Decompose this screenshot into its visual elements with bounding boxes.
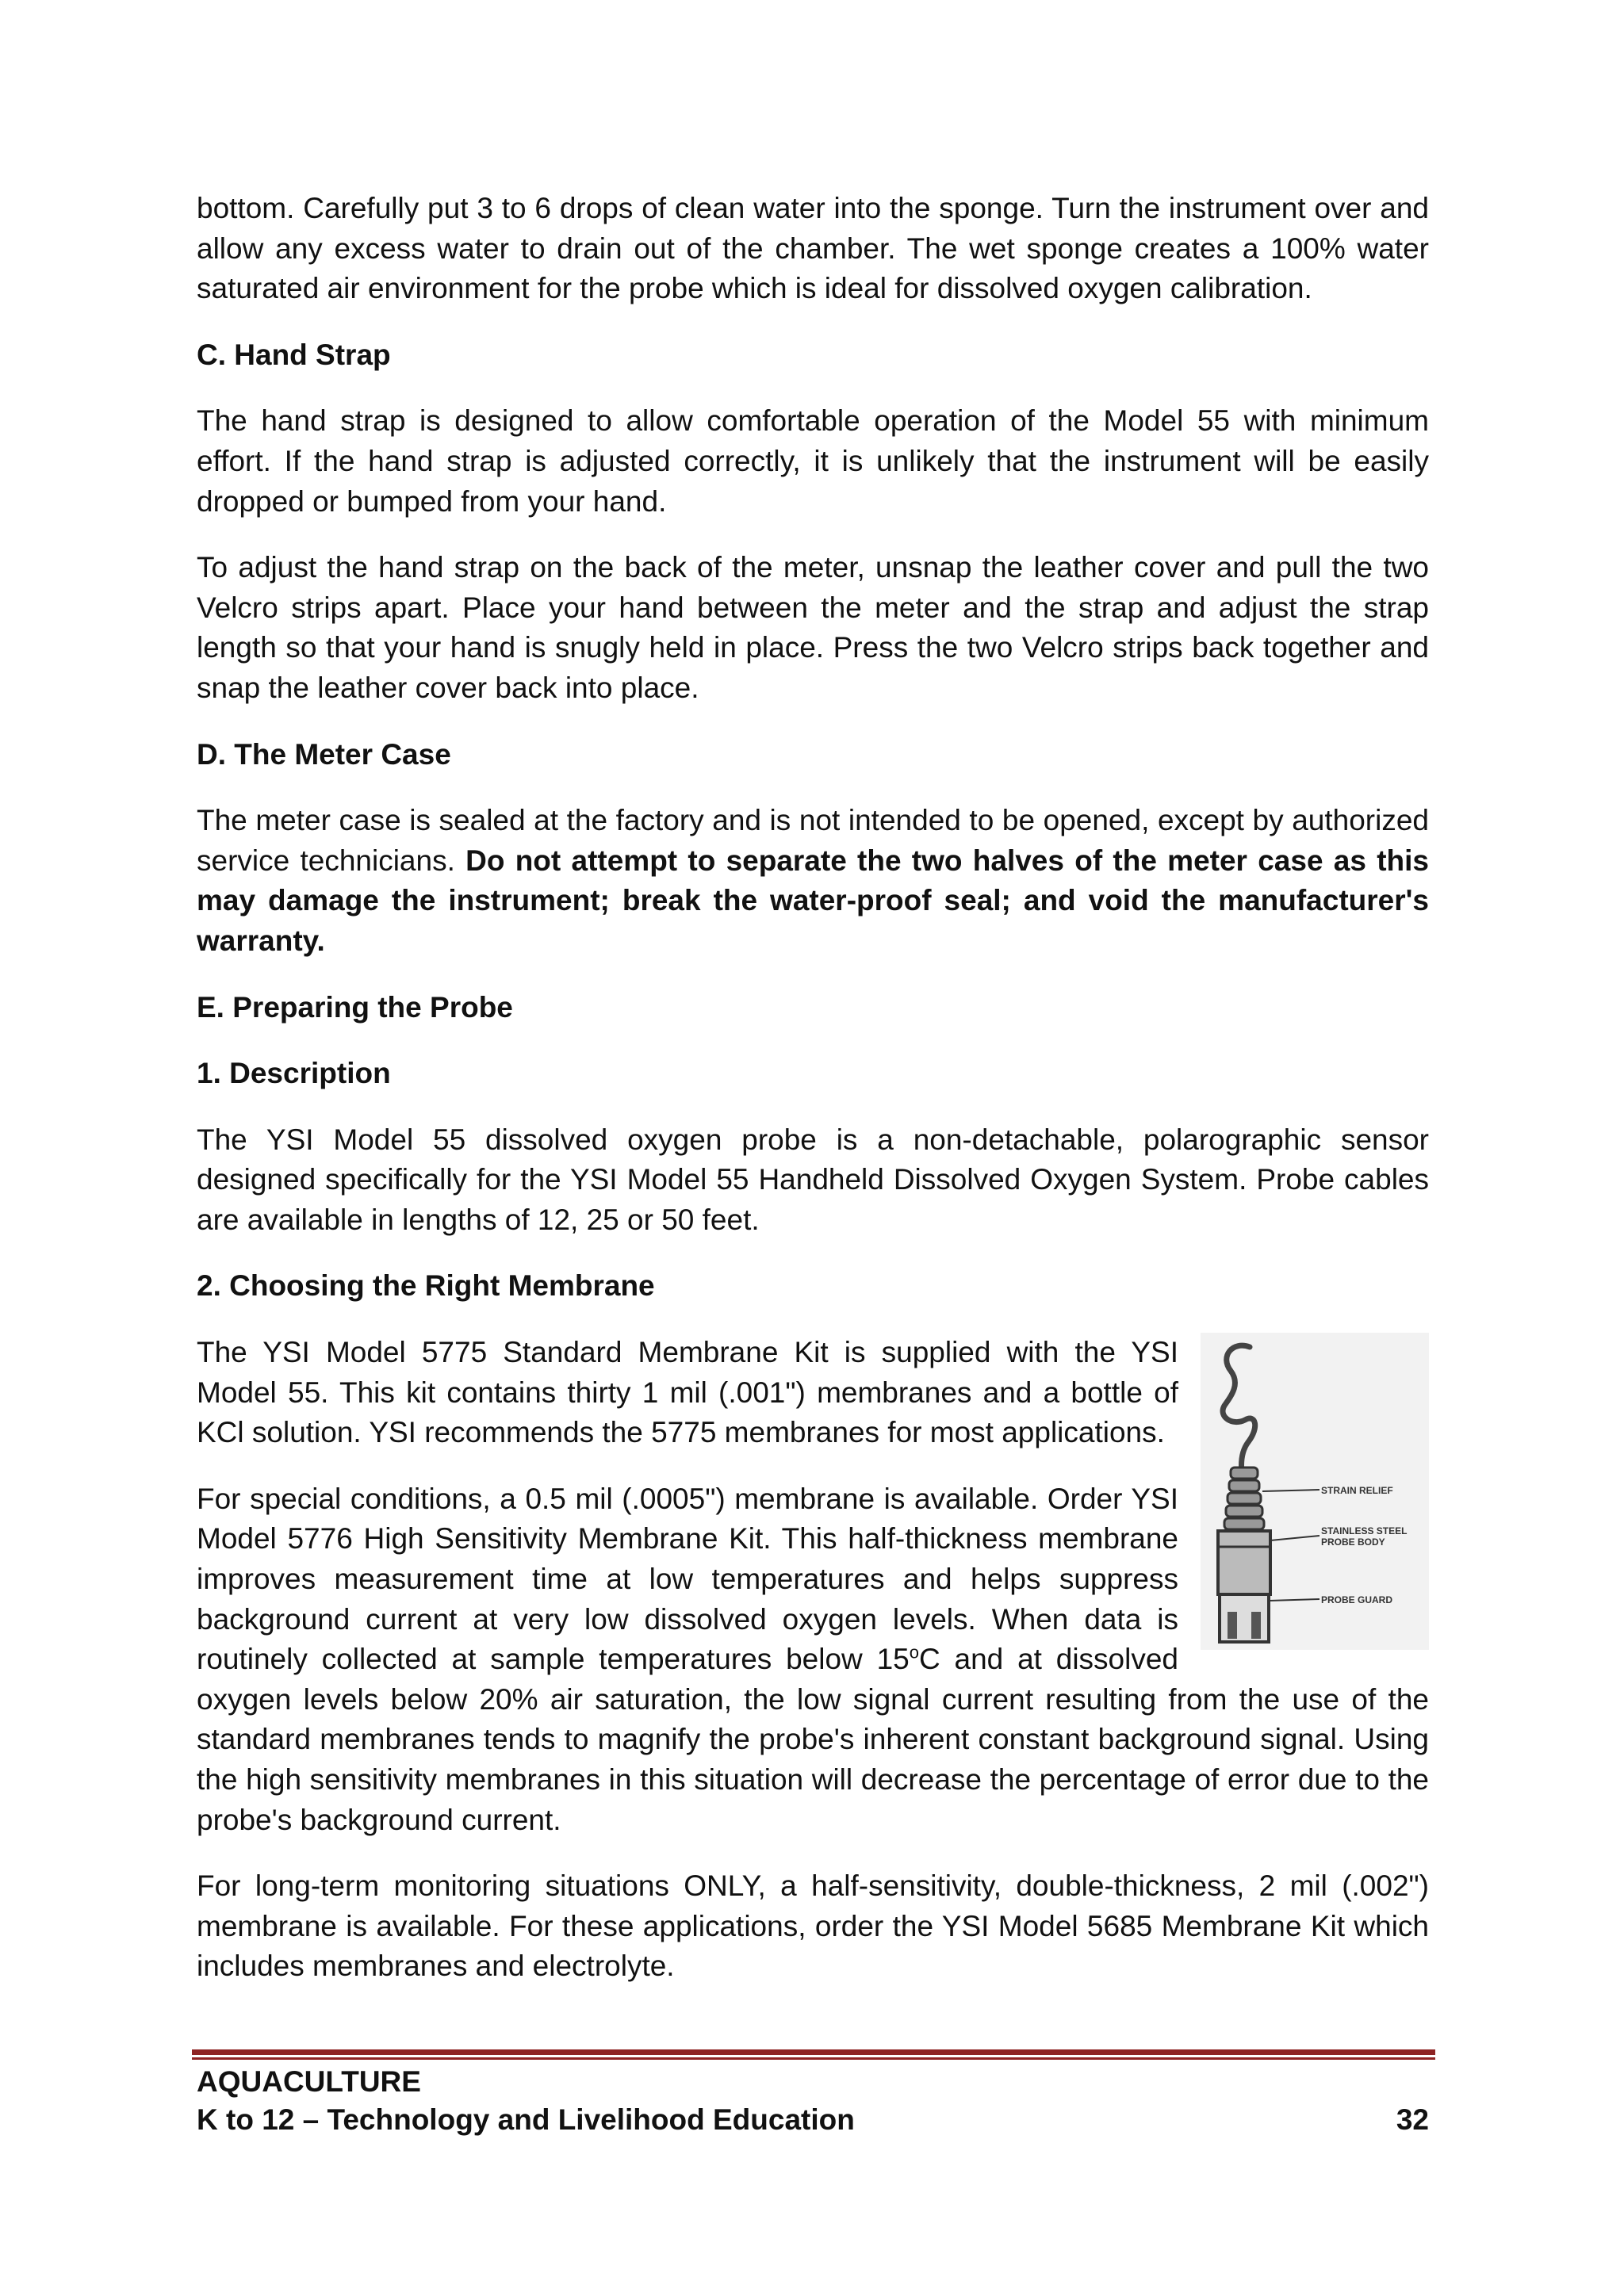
label-probe-body: PROBE BODY xyxy=(1321,1536,1385,1548)
footer-rule-thin xyxy=(192,2057,1435,2060)
probe-illustration xyxy=(1201,1333,1429,1650)
paragraph-hand-strap: The hand strap is designed to allow comfortable operation of the Model 55 with minimum effort. If the hand strap is adjusted correctly, it is unlikely that the instrument will be easily dropped or bumped from your hand. xyxy=(197,404,1429,518)
probe-guard-icon xyxy=(1220,1594,1269,1642)
paragraph-standard-membrane: The YSI Model 5775 Standard Membrane Kit is supplied with the YSI Model 55. This kit contains thirty 1 mil (.001") membranes and a bottle of KCl solution. YSI recommends the 5775 membranes for most applications. xyxy=(197,1336,1178,1449)
high-sensitivity-text-a: For special conditions, a 0.5 mil (.0005") membrane is available. Order YSI Model 5776 High Sensitivity Membrane Kit. This half-thickness membrane improves measurement time at low temperatures and helps suppress background current at very low dissolved oxygen levels. When data is routinely collected at sample temperatures below 15 xyxy=(197,1482,1178,1676)
label-strain-relief: STRAIN RELIEF xyxy=(1321,1485,1393,1497)
paragraph-adjust-strap: To adjust the hand strap on the back of the meter, unsnap the leather cover and pull the two Velcro strips apart. Place your hand between the meter and the strap and adjust the strap length so that your hand is snugly held in place. Press the two Velcro strips back together and snap the leather cover back into place. xyxy=(197,551,1429,704)
heading-description: 1. Description xyxy=(197,1057,391,1090)
page-content xyxy=(197,189,1429,1987)
paragraph-meter-case xyxy=(197,801,1429,961)
page-number: 32 xyxy=(1396,2103,1429,2136)
heading-preparing-probe: E. Preparing the Probe xyxy=(197,990,513,1024)
heading-meter-case: D. The Meter Case xyxy=(197,737,451,771)
paragraph-long-term: For long-term monitoring situations ONLY, a half-sensitivity, double-thickness, 2 mil (.002") membrane is available. For these applications, order the YSI Model 5685 Membrane Kit which includes membranes and electrolyte. xyxy=(197,1869,1429,1983)
meter-case-text: The meter case is sealed at the factory and is not intended to be opened, except by authorized service technicians. xyxy=(197,804,1429,877)
footer-course: K to 12 – Technology and Livelihood Education xyxy=(197,2103,855,2136)
membrane-section xyxy=(197,1333,1429,1840)
page-footer xyxy=(197,2063,1429,2139)
footer-rule-thick xyxy=(192,2049,1435,2055)
footer-divider xyxy=(192,2049,1435,2060)
paragraph-description: The YSI Model 55 dissolved oxygen probe is a non-detachable, polarographic sensor designed specifically for the YSI Model 55 Handheld Dissolved Oxygen System. Probe cables are available in lengths of 12, 25 or 50 feet. xyxy=(197,1123,1429,1236)
meter-case-warning: Do not attempt to separate the two halves of the meter case as this may damage the instrument; break the water-proof seal; and void the manufacturer's warranty. xyxy=(197,844,1429,957)
strain-relief-icon xyxy=(1224,1468,1264,1529)
footer-subject: AQUACULTURE xyxy=(197,2065,421,2098)
degree-superscript: o xyxy=(909,1642,919,1663)
footer-row xyxy=(197,2101,1429,2139)
label-stainless-steel: STAINLESS STEEL xyxy=(1321,1525,1408,1537)
heading-hand-strap: C. Hand Strap xyxy=(197,338,391,371)
paragraph-sponge: bottom. Carefully put 3 to 6 drops of clean water into the sponge. Turn the instrument over and allow any excess water to drain out of the chamber. The wet sponge creates a 100% water saturated air environment for the probe which is ideal for dissolved oxygen calibration. xyxy=(197,192,1429,305)
label-probe-guard: PROBE GUARD xyxy=(1321,1594,1393,1606)
high-sensitivity-text-b: C and at dissolved oxygen levels below 20% air saturation, the low signal current resulting from the use of the standard membranes tends to magnify the probe's inherent constant background signal. Using the high sensitivity membranes in this situation will decrease the percentage of error due to the probe's background current. xyxy=(197,1643,1429,1836)
probe-body-icon xyxy=(1218,1531,1270,1594)
probe-diagram xyxy=(1201,1333,1429,1650)
heading-choosing-membrane: 2. Choosing the Right Membrane xyxy=(197,1269,655,1303)
